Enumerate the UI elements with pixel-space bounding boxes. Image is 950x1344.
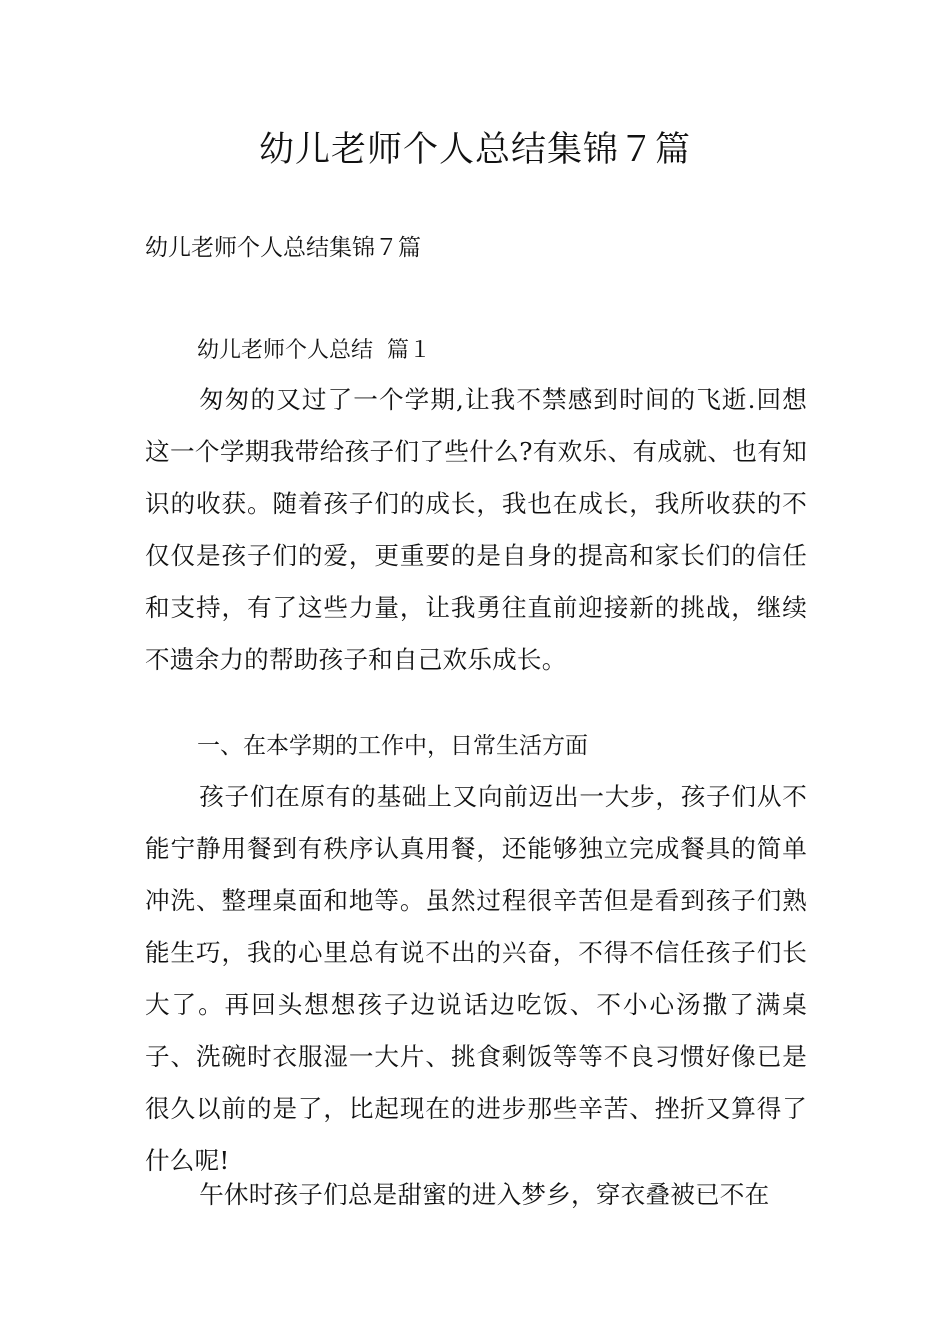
paragraph-daily-life: 孩子们在原有的基础上又向前迈出一大步，孩子们从不能宁静用餐到有秩序认真用餐，还能够独立完成餐具的简单冲洗、整理桌面和地等。虽然过程很辛苦但是看到孩子们熟能生巧，我的心里总有说不出的兴奋，不得不信任孩子们长大了。再回头想想孩子边说话边吃饭、不小心汤撒了满桌子、洗碗时衣服湿一大片、挑食剩饭等等不良习惯好像已是很久以前的是了，比起现在的进步那些辛苦、挫折又算得了什么呢!	[145, 782, 807, 1175]
document-subtitle: 幼儿老师个人总结集锦７篇	[145, 235, 421, 261]
section-heading: 幼儿老师个人总结 篇１	[197, 338, 431, 363]
paragraph-intro: 匆匆的又过了一个学期,让我不禁感到时间的飞逝.回想这一个学期我带给孩子们了些什么?有欢乐、有成就、也有知识的收获。随着孩子们的成长，我也在成长，我所收获的不仅仅是孩子们的爱，更重要的是自身的提高和家长们的信任和支持，有了这些力量，让我勇往直前迎接新的挑战，继续不遗余力的帮助孩子和自己欢乐成长。	[145, 385, 807, 674]
subheading-daily-life: 一、在本学期的工作中，日常生活方面	[197, 733, 588, 759]
paragraph-nap-time: 午休时孩子们总是甜蜜的进入梦乡，穿衣叠被已不在	[199, 1180, 770, 1209]
document-title: 幼儿老师个人总结集锦７篇	[258, 130, 691, 170]
